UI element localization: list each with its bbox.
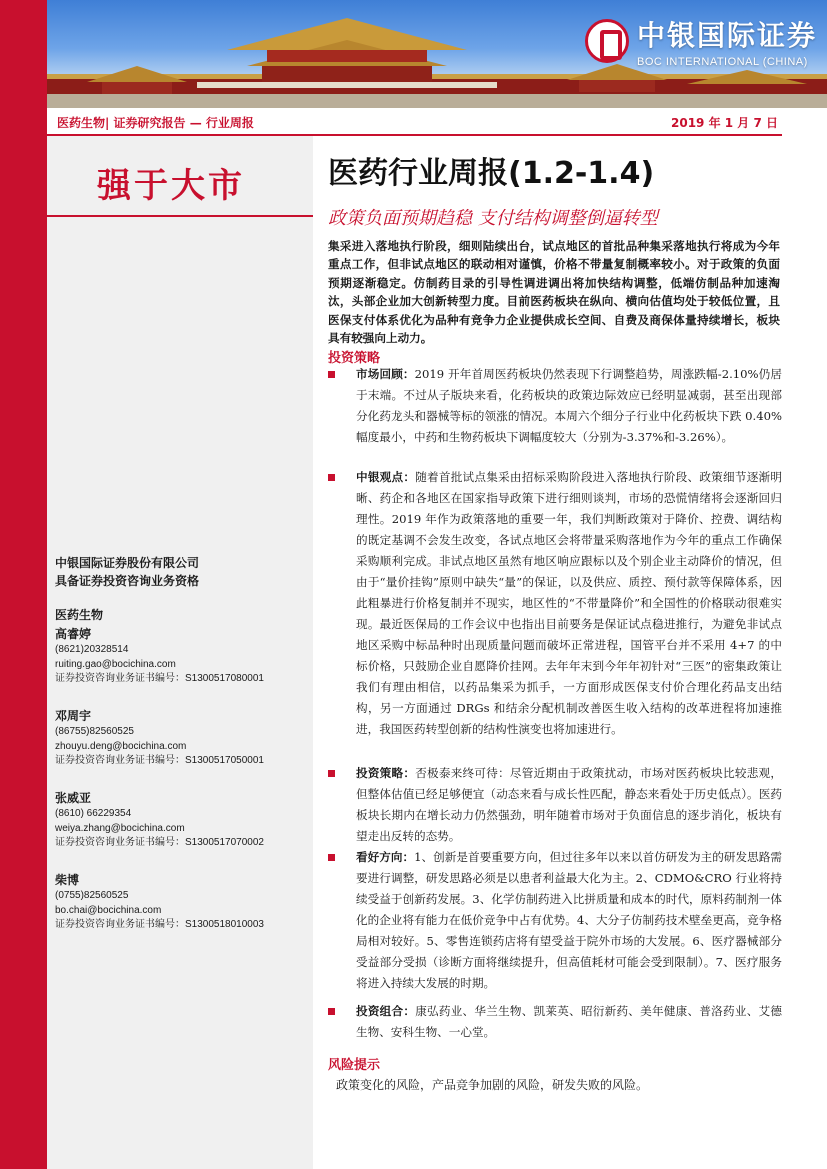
logo-chinese: 中银国际证券 <box>636 19 817 52</box>
bullet-lead: 投资策略： <box>356 766 416 780</box>
bullet-text: 否极泰来终可待：尽管近期由于政策扰动，市场对医药板块比较悲观，但整体估值已经足够便宜（动态来看与成长性匹配，静态来看处于历史低点）。医药板块长期内在增长动力仍然强劲，明年随着市场对于负面信息的逐步消化，板块有望走出反转的态势。 <box>356 766 782 843</box>
company-info <box>55 554 199 590</box>
analyst-phone: (8621)20328514 <box>55 644 129 655</box>
analyst-name: 柴博 <box>55 873 80 887</box>
report-title: 医药行业周报(1.2-1.4) <box>328 156 655 191</box>
bullet-lead: 投资组合： <box>356 1004 416 1018</box>
analyst-phone: (86755)82560525 <box>55 726 134 737</box>
bullet-square-icon <box>328 474 335 481</box>
analyst-card <box>55 790 264 851</box>
analyst-card <box>55 708 264 769</box>
bullet-square-icon <box>328 371 335 378</box>
header-banner <box>47 0 827 108</box>
bullet-text: 1、创新是首要重要方向，但过往多年以来以首仿研发为主的研发思路需要进行调整，研发思路必须是以患者利益最大化为主。2、CDMO&CRO 行业将持续受益于创新药发展。3、化学仿制药进入比拼质量和成本的时代，原料药制剂一体化的企业将有能力在低价竞争中占有优势。4、大分子仿制药技术壁垒更高，竞争格局相对较好。5、零售连锁药店将有望受益于院外市场的大发展。6、医疗器械部分受益部分受损（诊断方面将继续提升，但高值耗材可能会受到限制）。7、医疗服务将进入持续大发展的时期。 <box>356 850 782 990</box>
bullet-square-icon <box>328 770 335 777</box>
company-name: 中银国际证券股份有限公司 <box>55 556 200 570</box>
analyst-phone: (0755)82560525 <box>55 890 129 901</box>
bullet-portfolio <box>328 1001 782 1043</box>
report-subtitle: 政策负面预期趋稳 支付结构调整倒逼转型 <box>328 208 658 229</box>
company-qualification: 具备证券投资咨询业务资格 <box>55 574 200 588</box>
strategy-heading: 投资策略 <box>328 351 381 366</box>
bullet-market-review <box>328 364 782 448</box>
breadcrumb: 医药生物| 证券研究报告 — 行业周报 <box>57 116 254 130</box>
analyst-card <box>55 626 264 687</box>
analyst-name: 张威亚 <box>55 791 92 805</box>
analyst-email: weiya.zhang@bocichina.com <box>55 822 185 834</box>
report-date: 2019 年 1 月 7 日 <box>671 116 778 130</box>
analyst-email: zhouyu.deng@bocichina.com <box>55 740 187 752</box>
bullet-lead: 中银观点： <box>356 470 416 484</box>
bullet-square-icon <box>328 854 335 861</box>
analyst-cert: 证券投资咨询业务证书编号：S1300517070002 <box>55 837 264 848</box>
report-meta-bar <box>47 110 782 136</box>
left-sidebar <box>47 136 313 1169</box>
risk-heading: 风险提示 <box>328 1058 381 1073</box>
risk-text: 政策变化的风险，产品竞争加剧的风险，研发失败的风险。 <box>336 1078 649 1092</box>
bullet-text: 康弘药业、华兰生物、凯莱英、昭衍新药、美年健康、普洛药业、艾德生物、安科生物、一心堂。 <box>356 1004 782 1039</box>
analyst-cert: 证券投资咨询业务证书编号：S1300517050001 <box>55 755 264 766</box>
bullet-lead: 市场回顾： <box>356 367 415 381</box>
bullet-text: 2019 开年首周医药板块仍然表现下行调整趋势，周涨跌幅-2.10%仍居于末端。不过从子版块来看，化药板块的政策边际效应已经明显减弱，甚至出现部分化药龙头和器械等标的领涨的情况。本周六个细分子行业中化药板块下跌 0.40%幅度最小，中药和生物药板块下调幅度较大（分别为-3.37%和-3.26%）。 <box>356 367 782 444</box>
side-stripe <box>0 0 47 1169</box>
analyst-phone: (8610) 66229354 <box>55 808 132 819</box>
analyst-cert: 证券投资咨询业务证书编号：S1300518010003 <box>55 919 264 930</box>
bullet-lead: 看好方向： <box>356 850 415 864</box>
logo-english: BOC INTERNATIONAL (CHINA) <box>636 56 808 68</box>
bullet-boci-view <box>328 467 782 740</box>
bullet-text: 随着首批试点集采由招标采购阶段进入落地执行阶段、政策细节逐渐明晰、药企和各地区在国家指导政策下进行细则谈判，市场的恐慌情绪将会逐渐回归理性。2019 年作为政策落地的重要一年，我们判断政策对于降价、控费、调结构的既定基调不会发生改变，各试点地区会将带量采购落地作为今年的重点工作确保采购顺利完成。非试点地区虽然有地区响应跟标以及个别企业主动降价的情况，但由于“量价挂钩”原则中缺失“量”的保证，以及供应、质控、预付款等保障体系，因此粗暴进行价格复制并不现实，地区性的“不带量降价”和全国性的价格联动很难实现。最近医保局的工作会议中也指出目前要务是保证试点稳进推行，为避免非试点地区采购中标品种时出现质量问题而破坏正常进程，国管平台并不采用 4+7 的中标价格，只鼓励企业自愿降价挂网。去年年末到今年年初针对“三医”的密集政策让我们有理由相信，以药品集采为抓手，一方面形成医保支付价合理化药品支出结构，另一方面通过 DRGs 和结余分配机制改善医生收入结构的改革进程将加速推进，我国医药转型创新的结构性演变也将加速进行。 <box>356 470 782 736</box>
analyst-cert: 证券投资咨询业务证书编号：S1300517080001 <box>55 673 264 684</box>
rating-badge: 强于大市 <box>97 166 245 206</box>
analyst-card <box>55 872 264 933</box>
summary-paragraph: 集采进入落地执行阶段，细则陆续出台，试点地区的首批品种集采落地执行将成为今年重点工作，但非试点地区的联动相对谨慎，价格不带量复制概率较小。对于政策的负面预期逐渐稳定。仿制药目录的引导性调进调出将加快结构调整，低端仿制品种加速淘汰，头部企业加大创新转型力度。目前医药板块在纵向、横向估值均处于较低位置，且医保支付体系优化为品种有竞争力企业提供成长空间、自费及商保体量持续增长，板块具有较强向上动力。 <box>328 239 780 346</box>
bullet-investment-strategy <box>328 763 782 847</box>
rating-divider <box>47 215 313 217</box>
bullet-preferred-directions <box>328 847 782 994</box>
sector-label: 医药生物 <box>55 608 104 622</box>
analyst-name: 高睿婷 <box>55 627 92 641</box>
boc-logo-icon <box>585 19 629 63</box>
brand-logo <box>585 14 817 68</box>
analyst-name: 邓周宇 <box>55 709 92 723</box>
bullet-square-icon <box>328 1008 335 1015</box>
analyst-email: ruiting.gao@bocichina.com <box>55 658 176 670</box>
analyst-email: bo.chai@bocichina.com <box>55 904 162 916</box>
